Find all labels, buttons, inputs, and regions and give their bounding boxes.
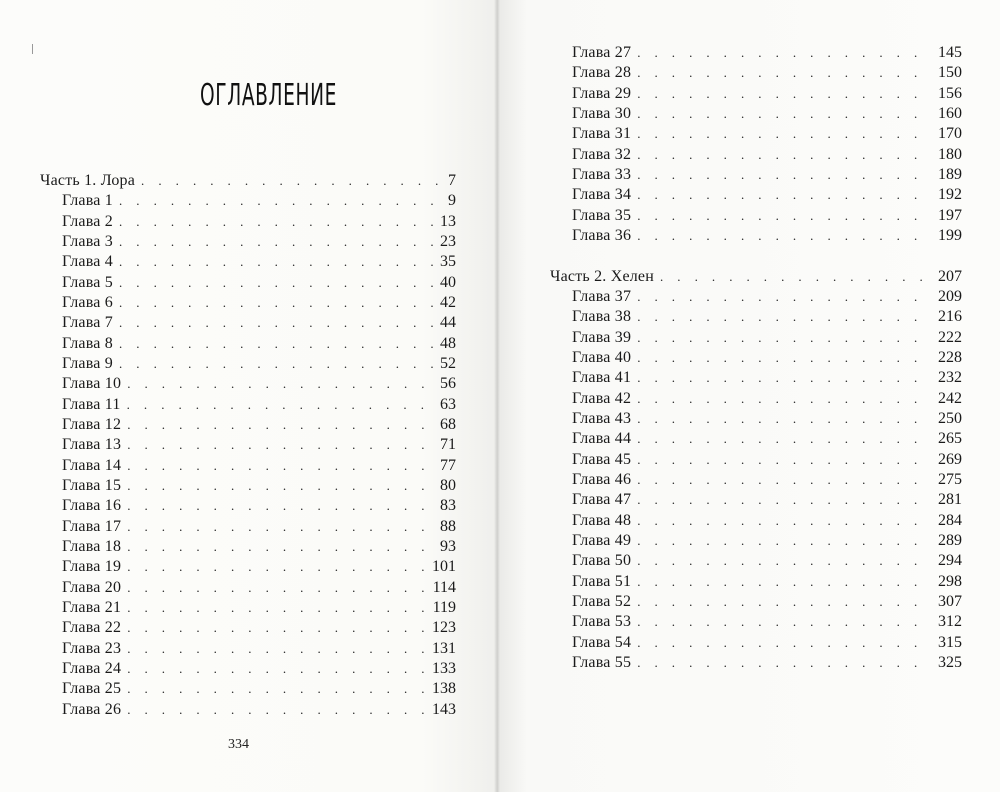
dot-leader — [637, 307, 932, 327]
toc-entry-page: 77 — [440, 456, 456, 474]
dot-leader — [119, 232, 434, 252]
toc-chapter-entry — [550, 328, 962, 348]
toc-chapter-entry — [40, 659, 456, 679]
toc-chapter-entry — [550, 592, 962, 612]
toc-entry-page: 114 — [432, 578, 456, 596]
toc-entry-label: Глава 23 — [62, 639, 122, 657]
toc-chapter-entry — [40, 374, 456, 394]
dot-leader — [637, 206, 932, 226]
dot-leader — [637, 592, 932, 612]
toc-chapter-entry — [40, 435, 456, 455]
toc-entry-label: Глава 46 — [572, 470, 632, 488]
toc-entry-page: 40 — [440, 273, 456, 291]
toc-entry-label: Глава 49 — [572, 531, 632, 549]
toc-entry-page: 209 — [938, 287, 962, 305]
toc-entry-page: 83 — [440, 497, 456, 515]
toc-chapter-entry — [40, 252, 456, 272]
toc-entry-page: 68 — [440, 415, 456, 433]
toc-entry-page: 119 — [432, 598, 456, 616]
toc-entry-page: 123 — [432, 619, 456, 637]
toc-entry-label: Глава 29 — [572, 84, 632, 102]
toc-chapter-entry — [40, 293, 456, 313]
page-title: ОГЛАВЛЕНИЕ — [200, 78, 338, 113]
toc-chapter-entry — [550, 450, 962, 470]
dot-leader — [127, 618, 426, 638]
toc-entry-label: Глава 43 — [572, 409, 632, 427]
toc-entry-label: Глава 11 — [62, 395, 121, 413]
toc-entry-label: Глава 30 — [572, 104, 632, 122]
dot-leader — [637, 490, 932, 510]
toc-chapter-entry — [550, 470, 962, 490]
toc-entry-label: Глава 27 — [572, 44, 632, 61]
toc-entry-page: 312 — [938, 613, 962, 631]
toc-entry-label: Часть 2. Хелен — [550, 267, 654, 285]
toc-entry-label: Глава 2 — [62, 212, 113, 230]
dot-leader — [127, 435, 434, 455]
toc-entry-label: Глава 7 — [62, 314, 113, 332]
dot-leader — [119, 293, 434, 313]
dot-leader — [637, 328, 932, 348]
toc-part-entry — [40, 171, 456, 191]
dot-leader — [127, 476, 434, 496]
toc-entry-label: Глава 5 — [62, 273, 113, 291]
toc-entry-label: Глава 45 — [572, 450, 632, 468]
dot-leader — [637, 612, 932, 632]
dot-leader — [127, 496, 434, 516]
toc-entry-page: 284 — [938, 511, 962, 529]
toc-entry-page: 145 — [938, 44, 962, 61]
toc-entry-label: Глава 3 — [62, 232, 113, 250]
table-of-contents-left — [40, 171, 456, 720]
dot-leader — [127, 700, 426, 720]
toc-entry-label: Глава 8 — [62, 334, 113, 352]
toc-entry-page: 216 — [938, 308, 962, 326]
toc-entry-page: 52 — [440, 354, 456, 372]
dot-leader — [660, 267, 932, 287]
toc-entry-label: Глава 34 — [572, 186, 632, 204]
toc-entry-page: 325 — [938, 653, 962, 671]
dot-leader — [127, 374, 434, 394]
toc-entry-page: 7 — [448, 172, 456, 189]
toc-entry-label: Глава 51 — [572, 572, 632, 590]
dot-leader — [637, 84, 932, 104]
toc-chapter-entry — [40, 456, 456, 476]
toc-chapter-entry — [40, 354, 456, 374]
toc-chapter-entry — [550, 348, 962, 368]
toc-entry-page: 93 — [440, 537, 456, 555]
toc-entry-page: 35 — [440, 253, 456, 271]
toc-chapter-entry — [550, 104, 962, 124]
toc-entry-page: 160 — [938, 104, 962, 122]
toc-part-entry — [550, 267, 962, 287]
left-page — [0, 0, 497, 792]
dot-leader — [637, 124, 932, 144]
toc-entry-label: Глава 52 — [572, 592, 632, 610]
toc-entry-label: Глава 17 — [62, 517, 122, 535]
dot-leader — [141, 171, 442, 191]
toc-entry-label: Глава 42 — [572, 389, 632, 407]
toc-entry-label: Глава 19 — [62, 558, 122, 576]
dot-leader — [637, 511, 932, 531]
toc-chapter-entry — [550, 612, 962, 632]
toc-chapter-entry — [40, 598, 456, 618]
toc-chapter-entry — [550, 165, 962, 185]
toc-chapter-entry — [40, 273, 456, 293]
toc-entry-page: 207 — [938, 267, 962, 285]
dot-leader — [637, 368, 932, 388]
toc-entry-label: Глава 24 — [62, 659, 122, 677]
dot-leader — [637, 572, 932, 592]
toc-chapter-entry — [40, 313, 456, 333]
toc-entry-page: 23 — [440, 232, 456, 250]
toc-entry-label: Глава 10 — [62, 375, 122, 393]
toc-entry-page: 298 — [938, 572, 962, 590]
toc-chapter-entry — [550, 185, 962, 205]
toc-entry-page: 180 — [938, 145, 962, 163]
toc-chapter-entry — [550, 368, 962, 388]
toc-entry-label: Глава 54 — [572, 633, 632, 651]
dot-leader — [127, 598, 426, 618]
dot-leader — [119, 212, 434, 232]
toc-entry-page: 9 — [448, 192, 456, 210]
dot-leader — [119, 273, 434, 293]
toc-chapter-entry — [40, 618, 456, 638]
toc-entry-label: Глава 25 — [62, 680, 122, 698]
toc-chapter-entry — [40, 191, 456, 211]
toc-entry-label: Глава 41 — [572, 369, 632, 387]
toc-chapter-entry — [40, 395, 456, 415]
dot-leader — [637, 185, 932, 205]
toc-entry-page: 294 — [938, 552, 962, 570]
dot-leader — [119, 191, 442, 211]
margin-mark — [32, 44, 33, 54]
toc-entry-label: Глава 53 — [572, 613, 632, 631]
dot-leader — [637, 104, 932, 124]
dot-leader — [127, 537, 434, 557]
toc-entry-page: 150 — [938, 64, 962, 82]
toc-entry-page: 13 — [440, 212, 456, 230]
toc-entry-label: Глава 38 — [572, 308, 632, 326]
toc-entry-label: Глава 9 — [62, 354, 113, 372]
dot-leader — [119, 354, 434, 374]
dot-leader — [119, 252, 434, 272]
toc-entry-label: Глава 40 — [572, 348, 632, 366]
toc-chapter-entry — [550, 409, 962, 429]
toc-entry-page: 138 — [432, 680, 456, 698]
dot-leader — [637, 63, 932, 83]
toc-entry-page: 228 — [938, 348, 962, 366]
toc-entry-page: 133 — [432, 659, 456, 677]
toc-entry-label: Глава 35 — [572, 206, 632, 224]
dot-leader — [637, 653, 932, 673]
dot-leader — [637, 43, 932, 63]
dot-leader — [119, 334, 434, 354]
dot-leader — [637, 450, 932, 470]
toc-entry-page: 199 — [938, 226, 962, 244]
toc-chapter-entry — [550, 511, 962, 531]
toc-entry-page: 170 — [938, 125, 962, 143]
toc-entry-label: Глава 21 — [62, 598, 122, 616]
toc-entry-label: Глава 48 — [572, 511, 632, 529]
dot-leader — [637, 165, 932, 185]
dot-leader — [127, 415, 434, 435]
toc-entry-page: 242 — [938, 389, 962, 407]
table-of-contents-right — [550, 43, 962, 673]
toc-chapter-entry — [550, 429, 962, 449]
toc-entry-label: Глава 37 — [572, 287, 632, 305]
dot-leader — [637, 226, 932, 246]
toc-entry-label: Глава 39 — [572, 328, 632, 346]
toc-entry-page: 71 — [440, 436, 456, 454]
toc-chapter-entry — [40, 232, 456, 252]
dot-leader — [637, 531, 932, 551]
toc-entry-page: 307 — [938, 592, 962, 610]
toc-entry-label: Глава 13 — [62, 436, 122, 454]
toc-chapter-entry — [550, 490, 962, 510]
toc-entry-page: 56 — [440, 375, 456, 393]
toc-entry-page: 192 — [938, 186, 962, 204]
toc-chapter-entry — [40, 679, 456, 699]
dot-leader — [637, 633, 932, 653]
toc-entry-label: Глава 26 — [62, 700, 122, 718]
toc-entry-page: 281 — [938, 491, 962, 509]
toc-entry-page: 156 — [938, 84, 962, 102]
dot-leader — [637, 287, 932, 307]
dot-leader — [127, 679, 426, 699]
toc-chapter-entry — [40, 334, 456, 354]
toc-entry-label: Часть 1. Лора — [40, 172, 136, 189]
toc-chapter-entry — [40, 537, 456, 557]
toc-entry-page: 222 — [938, 328, 962, 346]
toc-entry-label: Глава 14 — [62, 456, 122, 474]
toc-entry-page: 265 — [938, 430, 962, 448]
toc-entry-label: Глава 28 — [572, 64, 632, 82]
toc-chapter-entry — [550, 206, 962, 226]
page-number: 334 — [228, 737, 249, 752]
toc-chapter-entry — [550, 63, 962, 83]
toc-chapter-entry — [40, 639, 456, 659]
toc-entry-page: 80 — [440, 476, 456, 494]
toc-chapter-entry — [40, 496, 456, 516]
toc-entry-label: Глава 33 — [572, 165, 632, 183]
dot-leader — [127, 517, 434, 537]
book-gutter — [494, 0, 500, 792]
toc-chapter-entry — [40, 476, 456, 496]
toc-chapter-entry — [40, 517, 456, 537]
dot-leader — [127, 639, 426, 659]
toc-chapter-entry — [550, 145, 962, 165]
toc-entry-label: Глава 36 — [572, 226, 632, 244]
toc-entry-page: 88 — [440, 517, 456, 535]
toc-chapter-entry — [550, 633, 962, 653]
toc-entry-label: Глава 47 — [572, 491, 632, 509]
dot-leader — [127, 395, 434, 415]
toc-entry-page: 189 — [938, 165, 962, 183]
toc-entry-label: Глава 20 — [62, 578, 122, 596]
toc-entry-page: 48 — [440, 334, 456, 352]
toc-entry-label: Глава 18 — [62, 537, 122, 555]
toc-entry-page: 232 — [938, 369, 962, 387]
toc-entry-page: 289 — [938, 531, 962, 549]
toc-chapter-entry — [550, 124, 962, 144]
toc-chapter-entry — [550, 653, 962, 673]
toc-entry-page: 101 — [432, 558, 456, 576]
toc-chapter-entry — [550, 551, 962, 571]
toc-chapter-entry — [40, 557, 456, 577]
toc-chapter-entry — [40, 415, 456, 435]
toc-chapter-entry — [550, 84, 962, 104]
toc-chapter-entry — [40, 700, 456, 720]
toc-chapter-entry — [550, 226, 962, 246]
toc-chapter-entry — [550, 572, 962, 592]
dot-leader — [637, 348, 932, 368]
toc-entry-page: 269 — [938, 450, 962, 468]
toc-entry-label: Глава 55 — [572, 653, 632, 671]
toc-entry-label: Глава 50 — [572, 552, 632, 570]
dot-leader — [119, 313, 434, 333]
toc-entry-label: Глава 31 — [572, 125, 632, 143]
toc-entry-label: Глава 15 — [62, 476, 122, 494]
toc-entry-page: 44 — [440, 314, 456, 332]
toc-spacer — [550, 246, 962, 266]
toc-chapter-entry — [550, 43, 962, 63]
toc-entry-label: Глава 32 — [572, 145, 632, 163]
dot-leader — [637, 429, 932, 449]
dot-leader — [127, 578, 426, 598]
toc-entry-page: 131 — [432, 639, 456, 657]
toc-entry-page: 315 — [938, 633, 962, 651]
toc-entry-label: Глава 16 — [62, 497, 122, 515]
toc-entry-page: 63 — [440, 395, 456, 413]
toc-chapter-entry — [40, 212, 456, 232]
toc-entry-page: 197 — [938, 206, 962, 224]
dot-leader — [127, 557, 426, 577]
dot-leader — [637, 470, 932, 490]
toc-chapter-entry — [550, 531, 962, 551]
dot-leader — [127, 659, 426, 679]
toc-entry-page: 275 — [938, 470, 962, 488]
toc-entry-label: Глава 1 — [62, 192, 113, 210]
toc-chapter-entry — [550, 307, 962, 327]
toc-chapter-entry — [40, 578, 456, 598]
dot-leader — [637, 551, 932, 571]
toc-entry-label: Глава 6 — [62, 293, 113, 311]
toc-chapter-entry — [550, 389, 962, 409]
toc-entry-label: Глава 22 — [62, 619, 122, 637]
dot-leader — [637, 145, 932, 165]
toc-entry-label: Глава 4 — [62, 253, 113, 271]
toc-entry-page: 143 — [432, 700, 456, 718]
dot-leader — [637, 409, 932, 429]
toc-entry-label: Глава 44 — [572, 430, 632, 448]
toc-chapter-entry — [550, 287, 962, 307]
dot-leader — [127, 456, 434, 476]
toc-entry-label: Глава 12 — [62, 415, 122, 433]
toc-entry-page: 42 — [440, 293, 456, 311]
toc-entry-page: 250 — [938, 409, 962, 427]
dot-leader — [637, 389, 932, 409]
